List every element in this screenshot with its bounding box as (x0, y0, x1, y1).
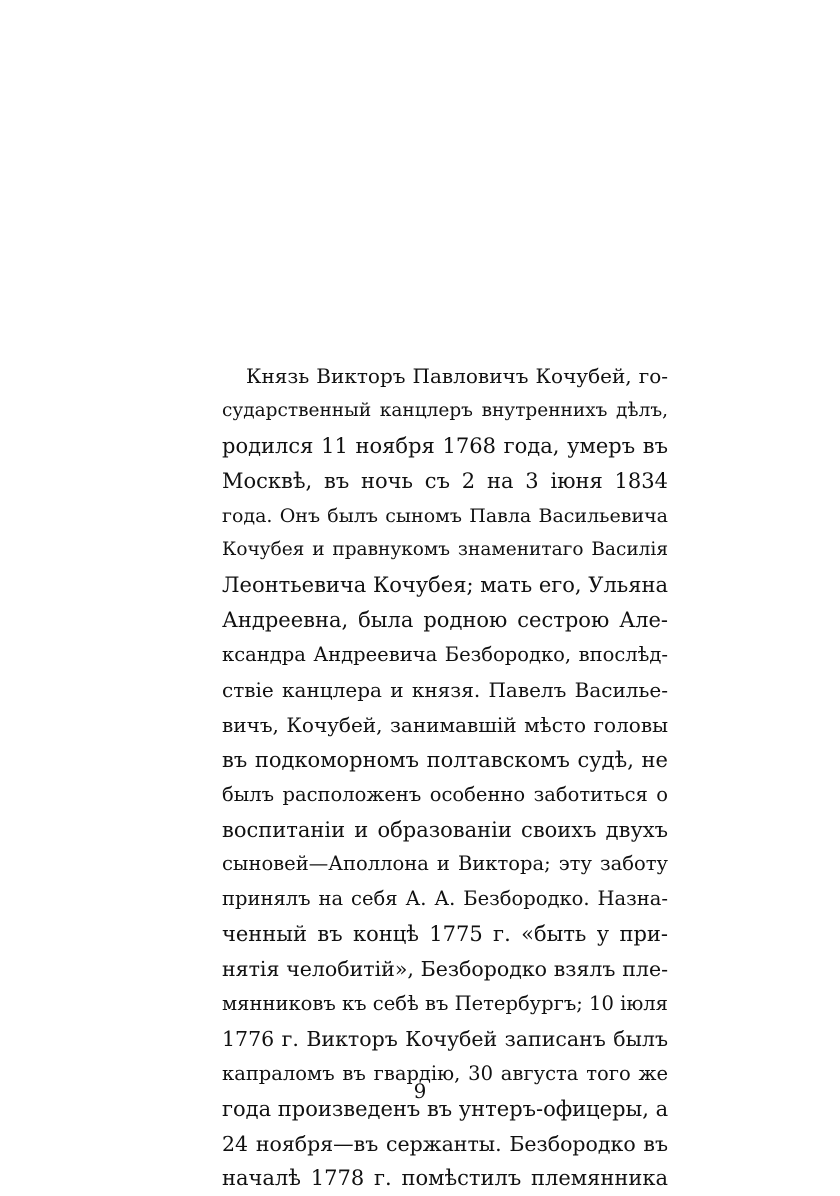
text-line-23: 24 ноября—въ сержанты. Безбородко въ (222, 1131, 668, 1156)
text-line-5: года. Онъ былъ сыномъ Павла Васильевича (222, 504, 668, 527)
text-line-14: воспитаніи и образованіи своихъ двухъ (222, 817, 668, 842)
text-line-10: ствіе канцлера и князя. Павелъ Василье- (222, 678, 668, 703)
text-line-19: мянниковъ къ себѣ въ Петербургъ; 10 іюля (222, 992, 668, 1016)
text-line-7: Леонтьевича Кочубея; мать его, Ульяна (222, 573, 668, 598)
text-line-12: въ подкоморномъ полтавскомъ судѣ, не (222, 747, 668, 772)
text-line-9: ксандра Андреевича Безбородко, впослѣд- (222, 643, 668, 667)
text-line-17: ченный въ концѣ 1775 г. «быть у при- (222, 922, 668, 947)
text-line-15: сыновей—Аполлона и Виктора; эту заботу (222, 852, 668, 876)
text-line-18: нятія челобитій», Безбородко взялъ пле- (222, 957, 668, 982)
text-line-11: вичъ, Кочубей, занимавшій мѣсто головы (222, 712, 668, 737)
text-line-8: Андреевна, была родною сестрою Але- (222, 608, 668, 633)
text-line-24: началѣ 1778 г. помѣстилъ племянника (222, 1166, 668, 1191)
text-line-21: капраломъ въ гвардію, 30 августа того же (222, 1061, 668, 1085)
text-line-2: сударственный канцлеръ внутреннихъ дѣлъ, (222, 399, 668, 421)
text-line-16: принялъ на себя А. А. Безбородко. Назна- (222, 887, 668, 911)
page-number: 9 (413, 1079, 427, 1103)
text-line-4: Москвѣ, въ ночь съ 2 на 3 іюня 1834 (222, 468, 668, 493)
text-line-13: былъ расположенъ особенно заботиться о (222, 782, 668, 806)
text-line-20: 1776 г. Викторъ Кочубей записанъ былъ (222, 1026, 668, 1051)
body-text (222, 359, 668, 1196)
text-line-3: родился 11 ноября 1768 года, умеръ въ (222, 433, 668, 458)
text-line-1: Князь Викторъ Павловичъ Кочубей, го- (246, 364, 668, 388)
text-line-6: Кочубея и правнукомъ знаменитаго Василія (222, 539, 668, 561)
text-line-22: года произведенъ въ унтеръ-офицеры, а (222, 1096, 669, 1121)
